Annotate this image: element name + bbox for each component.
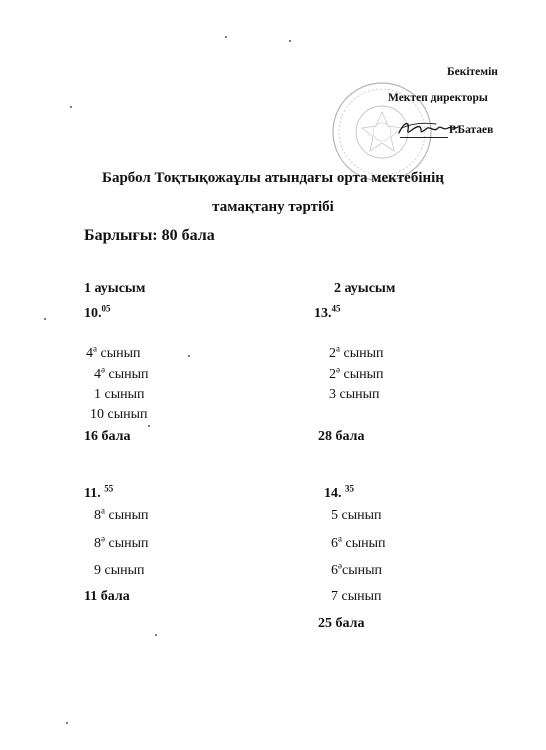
class-row: $2^а$ сынып <box>329 343 384 361</box>
class-row: 5 сынып <box>331 508 382 523</box>
class-row: 1 сынып <box>94 387 145 402</box>
document-title-line2: тамақтану тәртібі <box>212 199 334 215</box>
right-group1-time: 13.45 <box>314 303 341 321</box>
approval-label: Бекітемін <box>447 66 498 78</box>
scan-speck <box>155 634 157 636</box>
left-group2-time: 11. $^{55}$ <box>84 483 114 501</box>
right-group2-time: 14. $^{35}$ <box>324 483 354 501</box>
scan-speck <box>289 40 291 42</box>
right-group2-count: 25 бала <box>318 616 365 631</box>
scan-speck <box>188 355 190 357</box>
right-group1-count: 28 бала <box>318 429 365 444</box>
shift-2-heading: 2 ауысым <box>334 281 396 296</box>
signature-line <box>400 137 448 138</box>
document-title-line1: Барбол Тоқтықожаұлы атындағы орта мектебінің <box>102 170 444 186</box>
scan-speck <box>44 318 46 320</box>
left-group2-count: 11 бала <box>84 589 130 604</box>
total-count: Барлығы: 80 бала <box>84 227 215 244</box>
class-row: $6^а$ сынып <box>331 533 386 551</box>
class-row: $8^а$ сынып <box>94 505 149 523</box>
class-row: $6^әсынып$ <box>331 560 383 578</box>
class-row: 7 сынып <box>331 589 382 604</box>
director-position: Мектеп директоры <box>388 92 488 104</box>
class-row: 9 сынып <box>94 563 145 578</box>
scan-speck <box>66 722 68 724</box>
class-row: 10 сынып <box>90 407 148 422</box>
scan-speck <box>148 425 150 427</box>
class-row: 3 сынып <box>329 387 380 402</box>
class-row: $2^ә$ сынып <box>329 364 384 382</box>
class-row: $8^ә$ сынып <box>94 533 149 551</box>
left-group1-count: 16 бала <box>84 429 131 444</box>
class-row: $4^а$ сынып <box>86 343 141 361</box>
scan-speck <box>70 106 72 108</box>
scan-speck <box>225 36 227 38</box>
left-group1-time: 10.05 <box>84 303 111 321</box>
shift-1-heading: 1 ауысым <box>84 281 146 296</box>
class-row: $4^ә$ сынып <box>94 364 149 382</box>
director-name: Р.Батаев <box>449 124 494 136</box>
